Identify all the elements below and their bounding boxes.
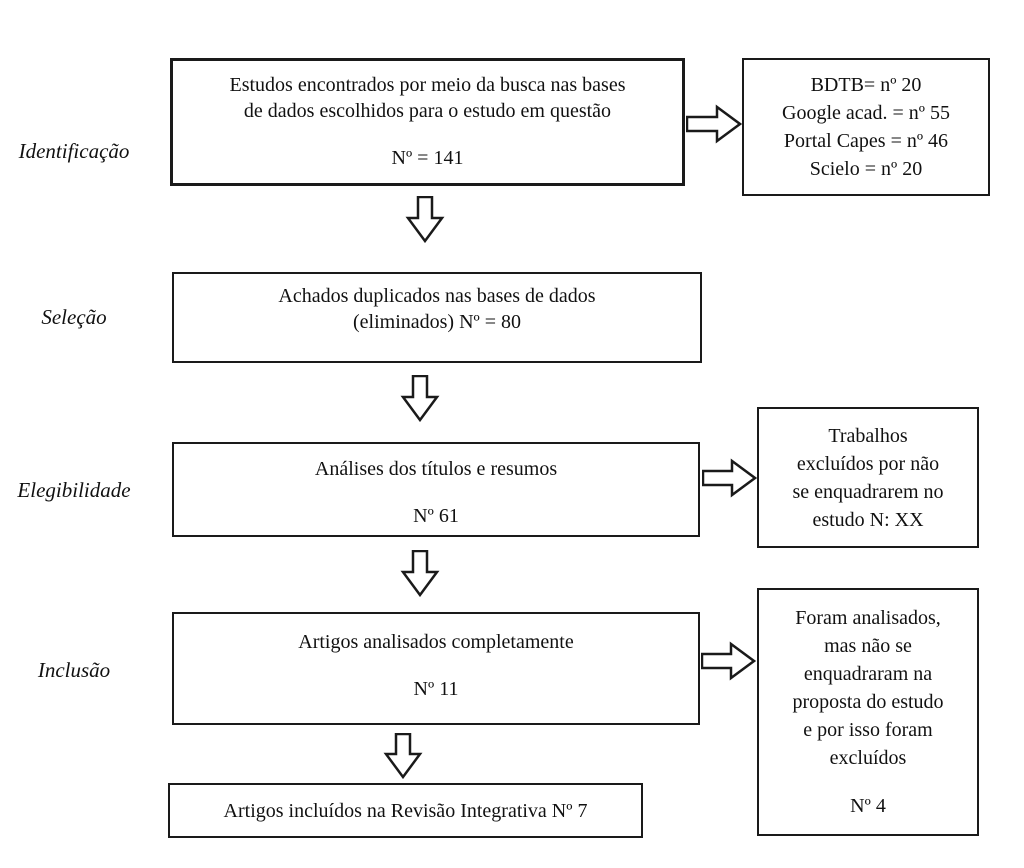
box-text-line: Scielo = nº 20	[809, 158, 923, 180]
box-text-line: estudo N: XX	[812, 508, 924, 531]
box-count: Nº 61	[413, 505, 459, 527]
right-arrow-icon-3	[701, 641, 756, 681]
box-text-line: Análises dos títulos e resumos	[314, 458, 558, 480]
box-text-line: Portal Capes = nº 46	[783, 130, 949, 152]
right-arrow-icon-1	[686, 104, 742, 144]
box-text-line: mas não se	[824, 635, 912, 657]
box-text-line: BDTB= nº 20	[810, 74, 922, 96]
box-text-line: Estudos encontrados por meio da busca nas bases	[229, 74, 626, 96]
box-text-line: Artigos analisados completamente	[298, 631, 574, 653]
box-text-line: se enquadrarem no	[792, 480, 944, 503]
box-count: Nº 4	[850, 795, 886, 817]
stage-label-selecao: Seleção	[41, 305, 107, 329]
box-text-line: de dados escolhidos para o estudo em questão	[243, 100, 612, 122]
box-bases-de-dados	[742, 58, 990, 196]
box-foram-analisados-excluidos	[757, 588, 979, 836]
stage-label-elegibilidade: Elegibilidade	[17, 478, 131, 502]
stage-label-identificacao: Identificação	[18, 139, 130, 163]
box-analises-titulos-resumos	[172, 442, 700, 537]
box-text-line: proposta do estudo	[792, 691, 944, 713]
box-trabalhos-excluidos	[757, 407, 979, 548]
down-arrow-icon-2	[400, 375, 440, 422]
box-count: Nº = 141	[391, 147, 464, 169]
stage-label-inclusao: Inclusão	[37, 658, 111, 682]
down-arrow-icon-4	[383, 733, 423, 779]
box-text-line: Achados duplicados nas bases de dados	[278, 285, 596, 307]
box-estudos-encontrados	[170, 58, 685, 186]
box-text-line: e por isso foram	[803, 719, 933, 741]
box-text-line: enquadraram na	[803, 663, 933, 685]
box-text-line: Trabalhos	[828, 424, 908, 447]
box-text-line: Foram analisados,	[795, 607, 941, 629]
down-arrow-icon-3	[400, 550, 440, 597]
box-artigos-analisados	[172, 612, 700, 725]
box-count: Nº 11	[413, 678, 459, 700]
box-achados-duplicados	[172, 272, 702, 363]
box-text-line: (eliminados) Nº = 80	[352, 311, 521, 333]
box-artigos-incluidos-revisao	[168, 783, 643, 838]
box-text-line: Google acad. = nº 55	[782, 102, 950, 124]
box-text-line: excluídos	[829, 747, 907, 769]
down-arrow-icon-1	[405, 196, 445, 243]
right-arrow-icon-2	[702, 458, 757, 498]
box-text-line: Artigos incluídos na Revisão Integrativa Nº 7	[223, 799, 588, 822]
box-text-line: excluídos por não	[796, 452, 940, 475]
